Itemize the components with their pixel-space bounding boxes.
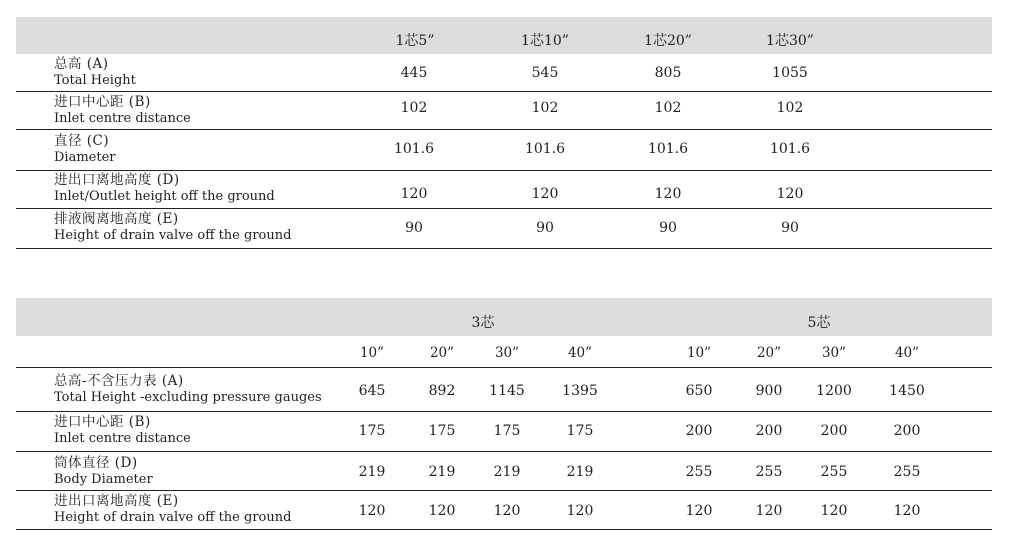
row-label-cn: 进口中心距 (B) <box>54 94 151 110</box>
table-row <box>16 368 992 412</box>
table-cell: 255 <box>820 464 848 480</box>
row-label-cn: 筒体直径 (D) <box>54 455 138 471</box>
table-cell: 120 <box>400 186 428 202</box>
row-label <box>54 133 115 166</box>
table-cell: 102 <box>776 100 804 116</box>
table-row <box>16 452 992 491</box>
row-label <box>54 414 191 447</box>
table-cell: 1200 <box>816 383 852 399</box>
table-cell: 102 <box>531 100 559 116</box>
table-2-col-header: 40” <box>894 345 920 361</box>
row-label-cn: 直径 (C) <box>54 133 110 149</box>
table-cell: 1145 <box>489 383 525 399</box>
table-2-col-header: 20” <box>756 345 782 361</box>
table-cell: 120 <box>685 503 713 519</box>
table-cell: 175 <box>428 423 456 439</box>
table-cell: 200 <box>685 423 713 439</box>
table-cell: 101.6 <box>647 141 689 157</box>
row-label-cn: 排液阀离地高度 (E) <box>54 211 179 227</box>
table-row <box>16 171 992 209</box>
table-cell: 445 <box>400 65 428 81</box>
table-cell: 120 <box>776 186 804 202</box>
table-row <box>16 412 992 452</box>
table-cell: 120 <box>428 503 456 519</box>
table-cell: 650 <box>685 383 713 399</box>
row-label <box>54 94 191 127</box>
row-label-cn: 进出口离地高度 (E) <box>54 493 179 509</box>
table-2-col-header: 10” <box>686 345 712 361</box>
table-cell: 805 <box>654 65 682 81</box>
table-cell: 219 <box>428 464 456 480</box>
table-cell: 101.6 <box>393 141 435 157</box>
table-2-col-header: 30” <box>821 345 847 361</box>
row-label-en: Inlet centre distance <box>54 111 191 126</box>
table-cell: 120 <box>893 503 921 519</box>
table-1-header <box>16 17 992 54</box>
table-row <box>16 130 992 171</box>
table-cell: 120 <box>654 186 682 202</box>
table-cell: 90 <box>659 220 677 236</box>
row-label-en: Height of drain valve off the ground <box>54 510 292 525</box>
row-label-en: Inlet/Outlet height off the ground <box>54 189 275 204</box>
table-cell: 101.6 <box>769 141 811 157</box>
table-cell: 255 <box>755 464 783 480</box>
table-cell: 175 <box>358 423 386 439</box>
row-label-en: Inlet centre distance <box>54 431 191 446</box>
table-1-col-header: 1芯30” <box>766 33 814 49</box>
table-cell: 200 <box>893 423 921 439</box>
table-cell: 120 <box>531 186 559 202</box>
table-cell: 219 <box>493 464 521 480</box>
table-row <box>16 54 992 92</box>
table-cell: 200 <box>755 423 783 439</box>
table-cell: 102 <box>400 100 428 116</box>
table-cell: 255 <box>685 464 713 480</box>
table-cell: 120 <box>493 503 521 519</box>
row-label-cn: 总高-不含压力表 (A) <box>54 373 184 389</box>
table-cell: 120 <box>820 503 848 519</box>
table-2-group-header: 3芯 <box>471 315 495 331</box>
table-2-subheader <box>16 336 992 368</box>
table-2-col-header: 10” <box>359 345 385 361</box>
table-cell: 90 <box>536 220 554 236</box>
table-cell: 175 <box>493 423 521 439</box>
row-label-en: Diameter <box>54 150 116 165</box>
table-cell: 90 <box>781 220 799 236</box>
row-label-en: Body Diameter <box>54 472 153 487</box>
table-2-col-header: 20” <box>429 345 455 361</box>
row-label <box>54 211 291 244</box>
table-1-col-header: 1芯20” <box>644 33 692 49</box>
table-cell: 1395 <box>562 383 598 399</box>
table-cell: 120 <box>358 503 386 519</box>
row-label <box>54 455 153 488</box>
table-cell: 200 <box>820 423 848 439</box>
table-cell: 219 <box>566 464 594 480</box>
table-2-group-header: 5芯 <box>807 315 831 331</box>
table-cell: 175 <box>566 423 594 439</box>
row-label-en: Total Height <box>54 73 136 88</box>
table-cell: 219 <box>358 464 386 480</box>
table-row <box>16 209 992 249</box>
row-label-cn: 进出口离地高度 (D) <box>54 172 180 188</box>
table-cell: 900 <box>755 383 783 399</box>
row-label-cn: 进口中心距 (B) <box>54 414 151 430</box>
table-1-col-header: 1芯10” <box>521 33 569 49</box>
table-cell: 892 <box>428 383 456 399</box>
table-cell: 102 <box>654 100 682 116</box>
table-cell: 101.6 <box>524 141 566 157</box>
row-label-en: Height of drain valve off the ground <box>54 228 292 243</box>
table-cell: 120 <box>566 503 594 519</box>
table-cell: 90 <box>405 220 423 236</box>
table-cell: 545 <box>531 65 559 81</box>
row-label <box>54 493 291 526</box>
table-row <box>16 92 992 130</box>
table-1-col-header: 1芯5” <box>395 33 435 49</box>
table-2-col-header: 30” <box>494 345 520 361</box>
row-label-cn: 总高 (A) <box>54 56 109 72</box>
row-label <box>54 172 275 205</box>
table-cell: 1450 <box>889 383 925 399</box>
table-2-header <box>16 298 992 336</box>
table-cell: 120 <box>755 503 783 519</box>
table-cell: 645 <box>358 383 386 399</box>
table-cell: 1055 <box>772 65 808 81</box>
row-label <box>54 56 136 89</box>
table-row <box>16 491 992 530</box>
table-2-col-header: 40” <box>567 345 593 361</box>
row-label <box>54 373 322 406</box>
row-label-en: Total Height -excluding pressure gauges <box>54 390 322 405</box>
table-cell: 255 <box>893 464 921 480</box>
